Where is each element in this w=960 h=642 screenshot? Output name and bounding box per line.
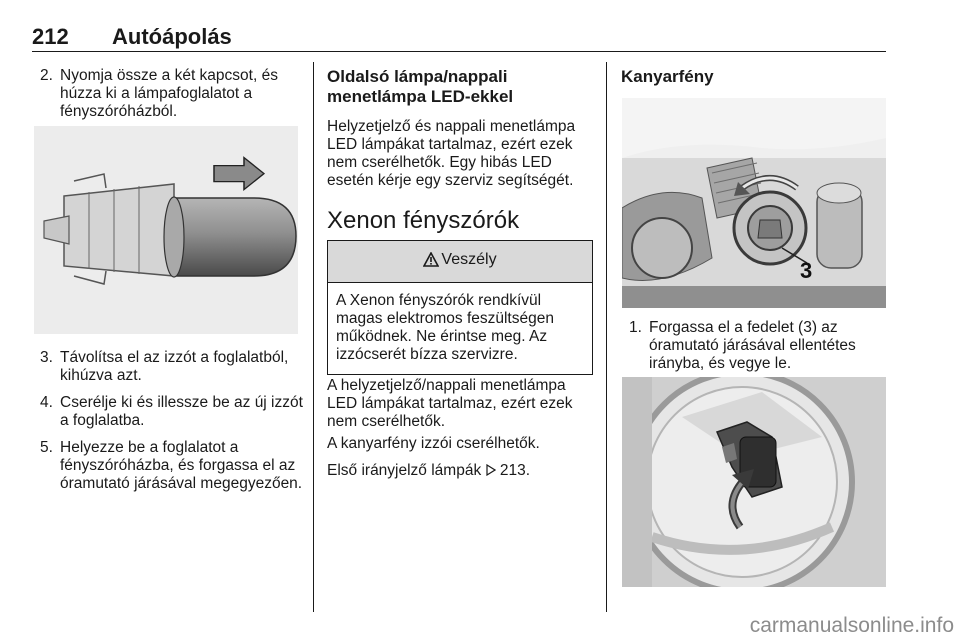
steps-3-to-5 (32, 349, 306, 493)
bulb-socket-drawing (34, 126, 298, 334)
section-title: Autóápolás (112, 24, 232, 49)
reference-text: Első irányjelző lámpák (327, 462, 482, 479)
callout-label: 3 (800, 258, 813, 283)
step-number: 3. (40, 349, 53, 366)
watermark: carmanualsonline.info (749, 614, 954, 637)
list-item (32, 394, 306, 430)
led-subheading: Oldalsó lámpa/nappali menetlámpa LED-ekkel (327, 67, 514, 106)
led-paragraph: Helyzetjelző és nappali menetlámpa LED lámpákat tartalmaz, ezért ezek nem cserélhetők. Egy hibás LED esetén kérje egy szerviz segítségét. (327, 118, 576, 189)
column-divider-2 (606, 62, 607, 612)
list-item (32, 349, 306, 385)
list-item (32, 439, 306, 493)
step-text: Forgassa el a fedelet (3) az óramutató járásával ellentétes irányba, és vegye le. (649, 319, 856, 372)
warning-header (328, 241, 592, 283)
page-number: 212 (32, 24, 69, 49)
headlamp-cover-photo (622, 98, 886, 308)
step-text: Helyezze be a foglalatot a fényszóróházba, és forgassa el az óramutató járásával megegyezően. (60, 439, 303, 492)
cornering-heading: Kanyarfény (621, 67, 714, 86)
page-ref-arrow-icon (486, 463, 496, 481)
bulb-removal-drawing (622, 377, 886, 587)
bulb-removal-photo (622, 377, 886, 587)
warning-text: A Xenon fényszórók rendkívül magas elektromos feszültségen működnek. Ne érintse meg. Az izzócserét bízza szervizre. (336, 292, 554, 363)
xenon-paragraph: A helyzetjelző/nappali menetlámpa LED lámpákat tartalmaz, ezért ezek nem cserélhetők. (327, 377, 573, 430)
step-number: 5. (40, 439, 53, 456)
header-rule (32, 51, 886, 52)
column-divider-1 (313, 62, 314, 612)
warning-triangle-icon (423, 244, 439, 282)
step-2 (32, 67, 302, 121)
step-number: 2. (40, 67, 53, 84)
step-text: Cserélje ki és illessze be az új izzót a foglalatba. (60, 394, 303, 429)
reference-page-link[interactable]: 213. (499, 462, 531, 479)
step-text: Nyomja össze a két kapcsot, és húzza ki a lámpafoglalatot a fényszóróházból. (60, 67, 278, 120)
warning-title: Veszély (441, 251, 497, 268)
step-text: Távolítsa el az izzót a foglalatból, kihúzva azt. (60, 349, 289, 384)
reference-paragraph (327, 462, 592, 481)
warning-box (327, 240, 593, 375)
cornering-paragraph: A kanyarfény izzói cserélhetők. (327, 435, 540, 452)
xenon-heading: Xenon fényszórók (327, 207, 520, 234)
step-1 (621, 319, 886, 373)
headlamp-cover-drawing (622, 98, 886, 308)
bulb-socket-illustration (34, 126, 298, 334)
step-number: 4. (40, 394, 53, 411)
step-number: 1. (629, 319, 642, 336)
